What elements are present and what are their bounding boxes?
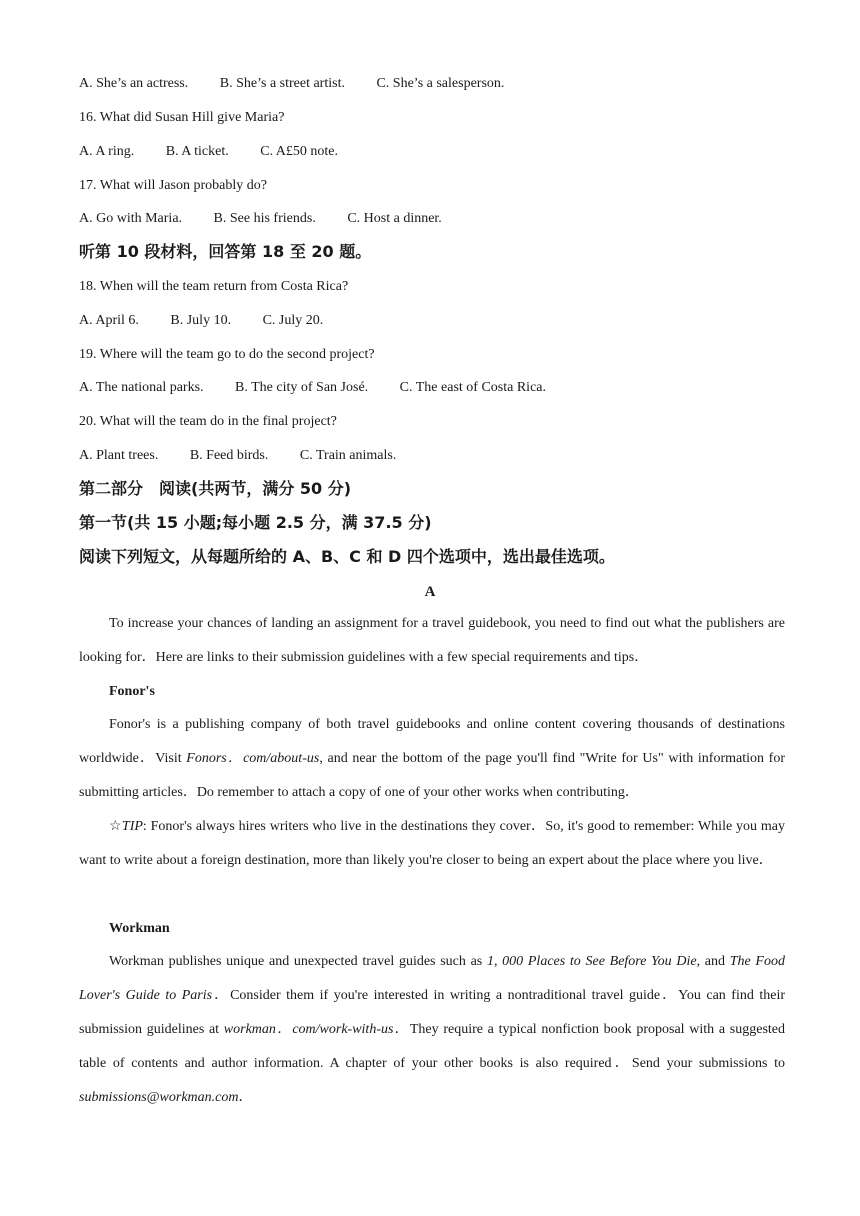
q17-option-c: C. Host a dinner. — [347, 211, 442, 226]
q16-question: 16. What did Susan Hill give Maria? — [79, 110, 285, 125]
q19-question: 19. Where will the team go to do the second project? — [79, 347, 375, 362]
workman-text-b: , and — [696, 954, 730, 969]
tip-text: : Fonor's always hires writers who live in the destinations they cover．So, it's good to remember: While you may want to write about a foreign destination, more than likely you're closer to being an expert about the place where you live． — [79, 819, 785, 868]
q16-options — [79, 143, 366, 161]
tip-label: TIP — [121, 819, 143, 834]
section10-heading: 听第 10 段材料，回答第 18 至 20 题。 — [79, 242, 372, 261]
passage-label: A — [424, 584, 436, 600]
workman-paragraph — [79, 945, 785, 1115]
q19-option-a: A. The national parks. — [79, 380, 204, 395]
fonors-tip — [79, 810, 785, 878]
star-icon: ☆ — [109, 819, 122, 834]
fonors-paragraph — [79, 708, 785, 810]
workman-text-d: ．They require a typical nonfiction book proposal with a suggested table of contents and author information. A chapter of your other books is also required．Send your submissions to — [79, 1022, 786, 1071]
q16-option-a: A. A ring. — [79, 144, 135, 159]
workman-text-a: Workman publishes unique and unexpected travel guides such as — [109, 954, 487, 969]
q15-option-a: A. She’s an actress. — [79, 76, 189, 91]
q19-option-c: C. The east of Costa Rica. — [399, 380, 546, 395]
q18-option-b: B. July 10. — [170, 313, 232, 328]
q18-options — [79, 312, 351, 330]
intro-paragraph: To increase your chances of landing an assignment for a travel guidebook, you need to find out what the publishers are looking for．Here are links to their submission guidelines with a few special requirements and tips． — [79, 616, 785, 665]
book-title-2: The Food Lover's Guide to Paris — [79, 954, 785, 1003]
workman-text-c: ．Consider them if you're interested in writing a nontraditional travel guide．You can find their submission guidelines at — [79, 988, 785, 1037]
fonors-link: Fonors．com/about-us — [186, 751, 320, 766]
q15-option-b: B. She’s a street artist. — [219, 76, 345, 91]
workman-link: workman．com/work-with-us — [223, 1022, 394, 1037]
q17-options — [79, 210, 470, 228]
workman-text-e: ． — [238, 1090, 253, 1105]
instruction-text: 阅读下列短文，从每题所给的 A、B、C 和 D 四个选项中，选出最佳选项。 — [79, 547, 615, 566]
q20-option-b: B. Feed birds. — [189, 448, 269, 463]
q20-options — [79, 447, 424, 465]
book-title-1: 1, 000 Places to See Before You Die — [486, 954, 697, 969]
q17-option-b: B. See his friends. — [213, 211, 316, 226]
q20-question: 20. What will the team do in the final project? — [79, 414, 337, 429]
q20-option-c: C. Train animals. — [299, 448, 397, 463]
workman-title: Workman — [109, 921, 170, 936]
q19-option-b: B. The city of San José. — [235, 380, 369, 395]
fonors-title: Fonor's — [109, 684, 155, 699]
q18-option-a: A. April 6. — [79, 313, 139, 328]
workman-email: submissions@workman.com — [79, 1090, 239, 1105]
q15-option-c: C. She’s a salesperson. — [376, 76, 505, 91]
fonors-text-b: , and near the bottom of the page you'll find "Write for Us" with information for submitting articles．Do remember to attach a copy of one of your other works when contributing． — [79, 751, 785, 800]
q17-question: 17. What will Jason probably do? — [79, 178, 267, 193]
q15-options — [79, 75, 532, 93]
section1-heading: 第一节(共 15 小题;每小题 2.5 分，满 37.5 分) — [79, 513, 432, 532]
q18-question: 18. When will the team return from Costa Rica? — [79, 279, 349, 294]
fonors-text-a: Fonor's is a publishing company of both travel guidebooks and online content covering thousands of destinations worldwide．Visit — [79, 717, 785, 766]
q17-option-a: A. Go with Maria. — [79, 211, 183, 226]
q18-option-c: C. July 20. — [262, 313, 324, 328]
q16-option-b: B. A ticket. — [165, 144, 229, 159]
q20-option-a: A. Plant trees. — [79, 448, 159, 463]
q19-options — [79, 379, 574, 397]
part2-heading: 第二部分 阅读(共两节，满分 50 分) — [79, 479, 352, 498]
q16-option-c: C. A£50 note. — [260, 144, 339, 159]
